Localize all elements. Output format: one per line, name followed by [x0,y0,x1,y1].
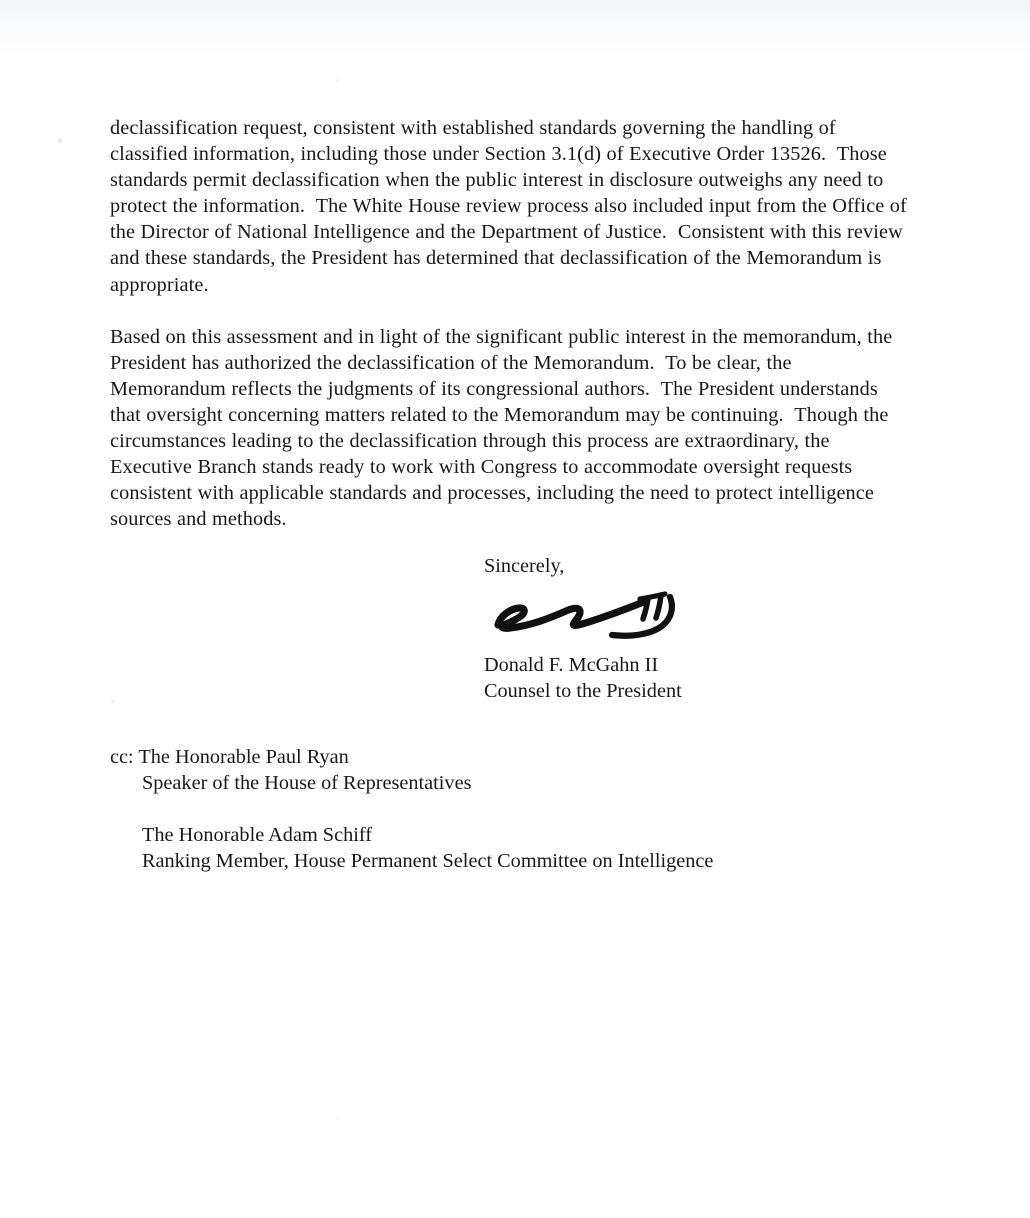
scan-speck [336,79,339,82]
body-line: and these standards, the President has determined that declassification of the Memorandum is [110,247,882,270]
body-line: classified information, including those under Section 3.1(d) of Executive Order 13526. Those [110,143,887,166]
body-line: standards permit declassification when the public interest in disclosure outweighs any need to [110,169,884,192]
scan-speck [58,138,62,143]
cc-block [110,744,810,874]
signature-block [484,553,904,704]
body-line: appropriate. [110,273,209,296]
cc-separator [110,796,810,822]
body-line: protect the information. The White House review process also included input from the Office of [110,195,907,218]
body-line: that oversight concerning matters related to the Memorandum may be continuing. Though the [110,403,889,426]
body-line: circumstances leading to the declassification through this process are extraordinary, the [110,430,830,453]
body-line: Memorandum reflects the judgments of its congressional authors. The President understands [110,377,878,400]
cc-label: cc: [110,746,134,768]
body-line: Executive Branch stands ready to work with Congress to accommodate oversight requests [110,456,853,479]
letter-body [110,115,930,558]
signer-title: Counsel to the President [484,680,682,703]
scan-speck [336,1117,339,1120]
scan-speck [111,700,114,703]
body-line: the Director of National Intelligence and the Department of Justice. Consistent with this review [110,221,903,244]
signer-identity [484,652,904,704]
cc-recipient-2-name: The Honorable Adam Schiff [142,824,372,847]
body-line: consistent with applicable standards and processes, including the need to protect intelligence [110,482,875,505]
signer-name: Donald F. McGahn II [484,654,659,677]
cc-recipient-name: The Honorable Paul Ryan [138,746,349,768]
cc-recipient-1-title: Speaker of the House of Representatives [142,772,472,795]
cc-recipient-1-name [110,744,810,770]
body-paragraph-2 [110,324,930,533]
body-line: Based on this assessment and in light of the significant public interest in the memorandum, the [110,325,893,348]
handwritten-signature-icon [490,585,700,641]
cc-recipient-2-title: Ranking Member, House Permanent Select Committee on Intelligence [142,850,714,873]
body-line: sources and methods. [110,508,287,531]
body-line: President has authorized the declassification of the Memorandum. To be clear, the [110,351,792,374]
body-paragraph-1 [110,115,930,298]
body-line: declassification request, consistent with established standards governing the handling of [110,117,836,139]
closing-salutation: Sincerely, [484,555,565,577]
